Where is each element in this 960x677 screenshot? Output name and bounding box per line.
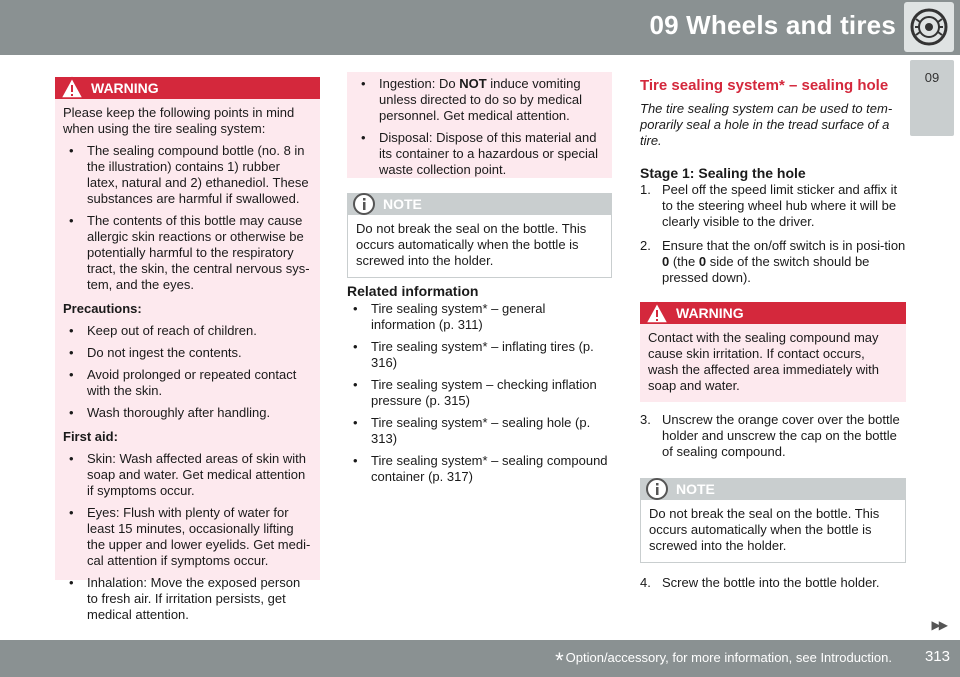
page-number: 313	[924, 648, 950, 665]
note-label: NOTE	[383, 196, 422, 212]
continue-arrows-icon[interactable]: ▶▶	[931, 618, 946, 632]
info-icon	[351, 191, 377, 217]
warning-triangle-icon	[644, 301, 670, 325]
list-item: • The sealing compound bottle (no. 8 in the illustration) contains 1) rubber latex, natural and 2) ethanediol. These substances are harmful if swallowed.	[63, 143, 312, 207]
related-link[interactable]: • Tire sealing system* – sealing hole (p. 313)	[347, 415, 612, 447]
section-intro: The tire sealing system can be used to tem-porarily seal a hole in the tread surface of a tire.	[640, 101, 893, 148]
warning-header	[55, 77, 320, 99]
section-title: Tire sealing system* – sealing hole	[640, 77, 889, 94]
page-footer	[0, 640, 960, 677]
warning-box-continued	[347, 72, 612, 178]
list-item: • Keep out of reach of children.	[63, 323, 312, 339]
list-item: • Wash thoroughly after handling.	[63, 405, 312, 421]
first-aid-heading: First aid:	[63, 429, 118, 444]
precautions-heading: Precautions:	[63, 301, 142, 316]
warning-box-right	[640, 302, 906, 402]
ingestion-text-rest: induce vomiting unless directed to do so by medical personnel. Get medical attention.	[379, 76, 583, 123]
warning-header	[640, 302, 906, 324]
chapter-tab[interactable]	[910, 60, 954, 136]
list-item: • Do not ingest the contents.	[63, 345, 312, 361]
stage-heading: Stage 1: Sealing the hole	[640, 165, 806, 181]
step-number: 4.	[640, 575, 651, 590]
related-link[interactable]: • Tire sealing system* – general information (p. 311)	[347, 301, 612, 333]
list-item: • Eyes: Flush with plenty of water for least 15 minutes, occasionally lifting the upper and lower eyelids. Get medi-cal attention if symptoms occur.	[63, 505, 312, 569]
step-number: 3.	[640, 412, 651, 427]
step-text: (the	[669, 254, 699, 269]
step-item	[640, 412, 906, 460]
chapter-tab-label: 09	[924, 70, 940, 85]
step-text: Screw the bottle into the bottle holder.	[662, 575, 880, 590]
step-text: Ensure that the on/off switch is in posi-tion	[662, 238, 906, 253]
related-heading: Related information	[347, 283, 479, 299]
page-header	[0, 0, 960, 55]
note-text: Do not break the seal on the bottle. This occurs automatically when the bottle is screwed into the holder.	[347, 215, 612, 278]
switch-position: 0	[662, 254, 670, 269]
ingestion-text: Ingestion: Do	[379, 76, 460, 91]
note-label: NOTE	[676, 481, 715, 497]
step-number: 1.	[640, 182, 651, 197]
list-item: • Avoid prolonged or repeated contact with the skin.	[63, 367, 312, 399]
warning-triangle-icon	[59, 76, 85, 100]
asterisk: *	[555, 648, 564, 673]
step-text: Unscrew the orange cover over the bottle holder and unscrew the cap on the bottle of sealing compound.	[662, 412, 900, 459]
list-item	[355, 76, 604, 124]
note-header	[640, 478, 906, 500]
ingestion-emphasis: NOT	[459, 76, 487, 91]
related-link[interactable]: • Tire sealing system* – sealing compound container (p. 317)	[347, 453, 612, 485]
note-header	[347, 193, 612, 215]
switch-position: 0	[698, 254, 707, 269]
related-link[interactable]: • Tire sealing system* – inflating tires (p. 316)	[347, 339, 612, 371]
warning-label: WARNING	[676, 305, 744, 321]
related-information	[347, 283, 612, 485]
step-item	[640, 182, 906, 230]
warning-text: Contact with the sealing compound may cause skin irritation. If contact occurs, wash the affected area immediately with soap and water.	[648, 330, 879, 393]
note-text: Do not break the seal on the bottle. This occurs automatically when the bottle is screwed into the holder.	[640, 500, 906, 563]
note-box-right	[640, 478, 906, 563]
step-text: Peel off the speed limit sticker and affix it to the steering wheel hub where it will be clearly visible to the driver.	[662, 182, 898, 229]
sealing-hole-section	[640, 77, 906, 591]
related-link[interactable]: • Tire sealing system – checking inflation pressure (p. 315)	[347, 377, 612, 409]
list-item: • The contents of this bottle may cause allergic skin reactions or otherwise be potentially harmful to the respiratory tract, the skin, the central nervous sys-tem, and the eyes.	[63, 213, 312, 293]
step-text: side of the switch should be pressed down).	[662, 254, 870, 285]
warning-label: WARNING	[91, 80, 159, 96]
step-item	[640, 238, 906, 286]
step-item	[640, 575, 906, 591]
step-number: 2.	[640, 238, 651, 253]
footer-text: Option/accessory, for more information, see Introduction.	[565, 650, 892, 665]
warning-box-left	[55, 77, 320, 622]
warning-intro: Please keep the following points in mind when using the tire sealing system:	[63, 105, 295, 136]
list-item: • Skin: Wash affected areas of skin with soap and water. Get medical attention if symptoms occur.	[63, 451, 312, 499]
chapter-title: 09 Wheels and tires	[649, 10, 896, 40]
list-item: • Inhalation: Move the exposed person to fresh air. If irritation persists, get medical attention.	[63, 575, 312, 623]
tire-icon	[904, 2, 954, 52]
list-item: • Disposal: Dispose of this material and its container to a hazardous or special waste collection point.	[355, 130, 604, 178]
footer-note	[555, 648, 892, 674]
info-icon	[644, 476, 670, 502]
note-box-middle	[347, 193, 612, 278]
